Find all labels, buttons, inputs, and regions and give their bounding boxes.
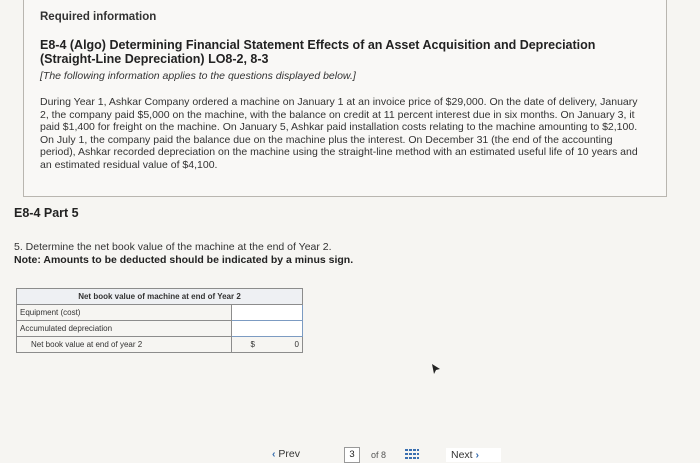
prev-label: Prev — [278, 448, 301, 460]
mouse-cursor-icon — [432, 364, 440, 374]
part-label: E8-4 Part 5 — [14, 206, 79, 220]
equipment-cost-input[interactable] — [232, 305, 303, 321]
chevron-right-icon: › — [475, 449, 480, 461]
page-count-label: of 8 — [371, 450, 387, 460]
row-label-accumulated-depreciation: Accumulated depreciation — [17, 321, 232, 337]
next-button[interactable] — [446, 448, 501, 462]
row-label-net-book-value: Net book value at end of year 2 — [17, 337, 232, 353]
question-block — [14, 241, 353, 266]
required-information-label: Required information — [40, 11, 157, 23]
table-row — [17, 321, 303, 337]
problem-title: E8-4 (Algo) Determining Financial Statement Effects of an Asset Acquisition and Depreciation (Straight-Line Depreciation) LO8-2, 8-3 — [40, 38, 596, 66]
grid-view-icon[interactable] — [405, 449, 419, 459]
table-header: Net book value of machine at end of Year 2 — [17, 289, 303, 305]
net-book-value-total — [232, 337, 303, 353]
required-information-box — [23, 0, 667, 197]
problem-paragraph: During Year 1, Ashkar Company ordered a machine on January 1 at an invoice price of $29,000. On the date of delivery, January 2, the company paid $5,000 on the machine, with the balance on credit at 11 percent interest due in six months. On January 3, it paid $1,400 for freight on the machine. On January 5, Ashkar paid installation costs relating to the machine amounting to $2,100. On July 1, the company paid the balance due on the machine plus the interest. On December 31 (the end of the accounting period), Ashkar recorded depreciation on the machine using the straight-line method with an estimated useful life of 10 years and an estimated residual value of $4,100. — [40, 96, 638, 171]
accumulated-depreciation-input[interactable] — [232, 321, 303, 337]
question-text: 5. Determine the net book value of the machine at the end of Year 2. — [14, 241, 332, 253]
question-note: Note: Amounts to be deducted should be indicated by a minus sign. — [14, 253, 354, 266]
prev-button[interactable] — [272, 448, 300, 460]
table-row — [17, 337, 303, 353]
pagination-bar — [0, 440, 700, 462]
table-row — [17, 305, 303, 321]
net-book-value-table — [16, 288, 303, 353]
applies-note: [The following information applies to the questions displayed below.] — [40, 70, 356, 82]
current-page-selector[interactable]: 3 — [344, 447, 360, 463]
row-label-equipment: Equipment (cost) — [17, 305, 232, 321]
next-label: Next — [451, 449, 473, 461]
chevron-left-icon: ‹ — [272, 448, 276, 460]
net-book-value-amount: 0 — [294, 340, 299, 349]
currency-symbol: $ — [250, 340, 255, 349]
